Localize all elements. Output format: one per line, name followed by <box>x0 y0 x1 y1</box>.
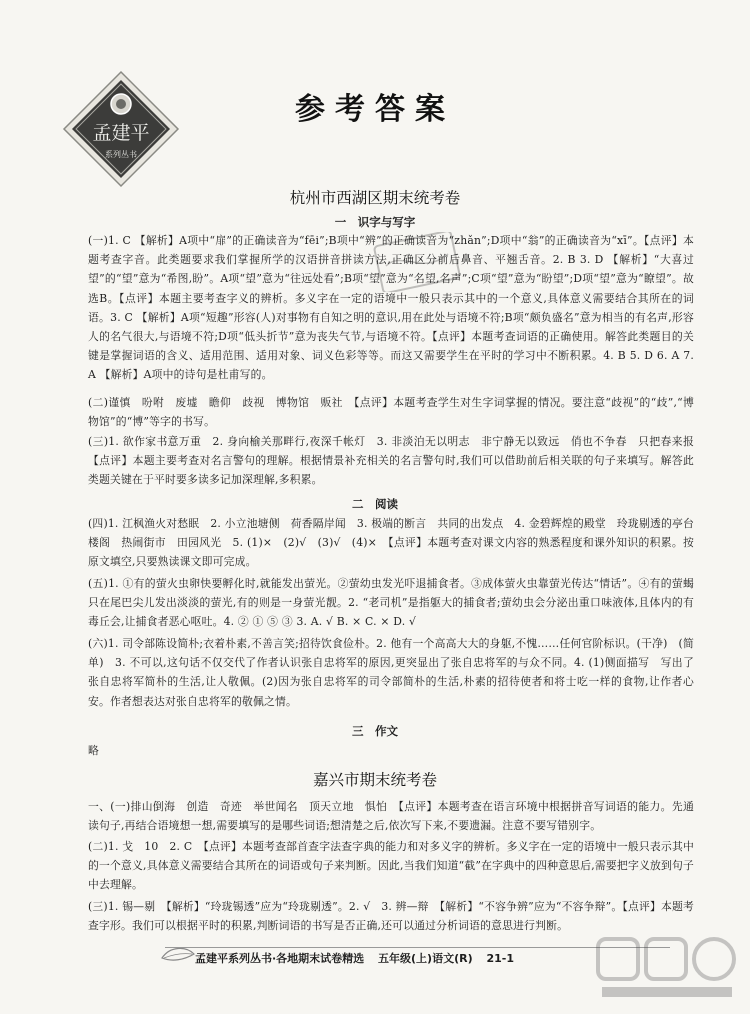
section-heading: 三 作文 <box>352 724 398 738</box>
answer-paragraph: (四)1. 江枫渔火对愁眠 2. 小立池塘侧 荷香隔岸闻 3. 极端的断言 共同的出发点 4. 金碧辉煌的殿堂 玲珑剔透的亭台楼阁 热闹街市 田园风光 5. (1)× (2)√ (3)√ (4)× 【点评】本题考查对课文内容的熟悉程度和课外知识的积累。按原文填空,只要熟读课文即可完成。 <box>88 517 694 569</box>
footer-grade: 五年级(上)语文(R) <box>378 952 473 965</box>
answer-paragraph: (二)1. 戈 10 2. C 【点评】本题考查部首查字法查字典的能力和对多义字的辨析。多义字在一定的语境中一般只表示其中的一个意义,具体意义需要结合其所在的词语或句子来判断。因此,当我们知道“截”在字典中的四种意思后,需要把字义放到句子中去理解。 <box>88 840 694 892</box>
answer-paragraph: (一)1. C 【解析】A项中“扉”的正确读音为“fēi”;B项中“辨”的正确读音为“zhǎn”;D项中“翁”的正确读音为“xī”。【点评】本题考查字音。此类题要求我们掌握所学的汉语拼音拼读方法,正确区分前后鼻音、平翘舌音。2. B 3. D 【解析】“大喜过望”的“望”意为“希图,盼”。A项“望”意为“往远处看”;B项“望”意为“名望,名声”;C项“望”意为“盼望”;D项“望”意为“瞭望”。故选B。【点评】本题主要考查字义的辨析。多义字在一定的语境中一般只表示其中的一个意义,具体意义需要结合其所在的词语。3. C 【解析】A项“短趣”形容(人)对事物有自知之明的意识,用在此处与语境不符;B项“颇负盛名”意为相当的有名声,形容人的名气很大,与语境不符;D项“低头折节”意为丧失气节,与语境不符。【点评】本题考查词语的正确使用。解答此类题目的关键是掌握词语的含义、适用范围、适用对象、词义色彩等等。而这又需要学生在平时的学习中不断积累。4. B 5. D 6. A 7. A 【解析】A项中的诗句是杜甫写的。 <box>88 234 694 382</box>
exam-title: 杭州市西湖区期末统考卷 <box>289 189 461 207</box>
logo-series: 系列丛书 <box>105 150 137 159</box>
section-heading: 二 阅读 <box>352 497 398 511</box>
answer-paragraph: 略 <box>88 744 99 757</box>
exam-title: 嘉兴市期末统考卷 <box>312 771 437 789</box>
answer-paragraph: (三)1. 欲作家书意万重 2. 身向榆关那畔行,夜深千帐灯 3. 非淡泊无以明志 非宁静无以致远 俏也不争春 只把春来报 【点评】本题主要考查对名言警句的理解。根据情景补充相关的名言警句时,我们可以借助前后相关联的句子来填写。解答此类题关键在于平时要多读多记加深理解,多积累。 <box>88 435 705 487</box>
section-heading: 一 识字与写字 <box>334 215 416 229</box>
page-footer <box>195 950 524 966</box>
page-number: 21-1 <box>486 952 514 965</box>
answer-paragraph: (三)1. 锡—剔 【解析】“玲珑锡透”应为“玲珑剔透”。2. √ 3. 辨—辩 【解析】“不容争辨”应为“不容争辩”。【点评】本题考查字形。我们可以根据平时的积累,判断词语的书写是否正确,还可以通过分析词语的意思进行判断。 <box>88 900 694 933</box>
answer-paragraph: 一、(一)排山倒海 创造 奇迹 举世闻名 顶天立地 惧怕 【点评】本题考查在语言环境中根据拼音写词语的能力。先通读句子,再结合语境想一想,需要填写的是哪些词语;想清楚之后,依次写下来,不要遗漏。注意不要写错别字。 <box>88 800 694 833</box>
logo-brand: 孟建平 <box>92 122 150 144</box>
answer-paragraph: (五)1. ①有的萤火虫卵快要孵化时,就能发出萤光。②萤幼虫发光吓退捕食者。③成体萤火虫靠萤光传达“情话”。④有的萤蝎只在尾巴尖儿发出淡淡的萤光,有的则是一身萤光靓。2. “老司机”是指躯大的捕食者;萤幼虫会分泌出重口味液体,且体内的有毒丘会,让捕食者恶心呕吐。4. ② ① ⑤ ③ 3. A. √ B. × C. × D. √ <box>88 577 694 629</box>
answer-paragraph: (二)谨慎 吩咐 废墟 瞻仰 歧视 博物馆 贩社 【点评】本题考查学生对生字词掌握的情况。要注意“歧视”的“歧”,“博物馆”的“博”等字的书写。 <box>88 396 694 429</box>
page-title: 参考答案 <box>295 92 455 127</box>
answer-paragraph: (六)1. 司令部陈设简朴;衣着朴素,不善言笑;招待饮食俭朴。2. 他有一个高高大大的身躯,不愧……任何官阶标识。(干净) (简单) 3. 不可以,这句话不仅交代了作者认识张自忠将军的原因,更突显出了张自忠将军的与众不同。4. (1)侧面描写 写出了张自忠将军简朴的生活,让人敬佩。(2)因为张自忠将军的司令部简朴的生活,朴素的招待使者和将士吃一样的食物,让作者心安。作者想表达对张自忠将军的敬佩之情。 <box>88 637 694 708</box>
footer-series: 孟建平系列丛书·各地期末试卷精选 <box>195 952 365 965</box>
watermark-logo <box>592 933 742 1003</box>
